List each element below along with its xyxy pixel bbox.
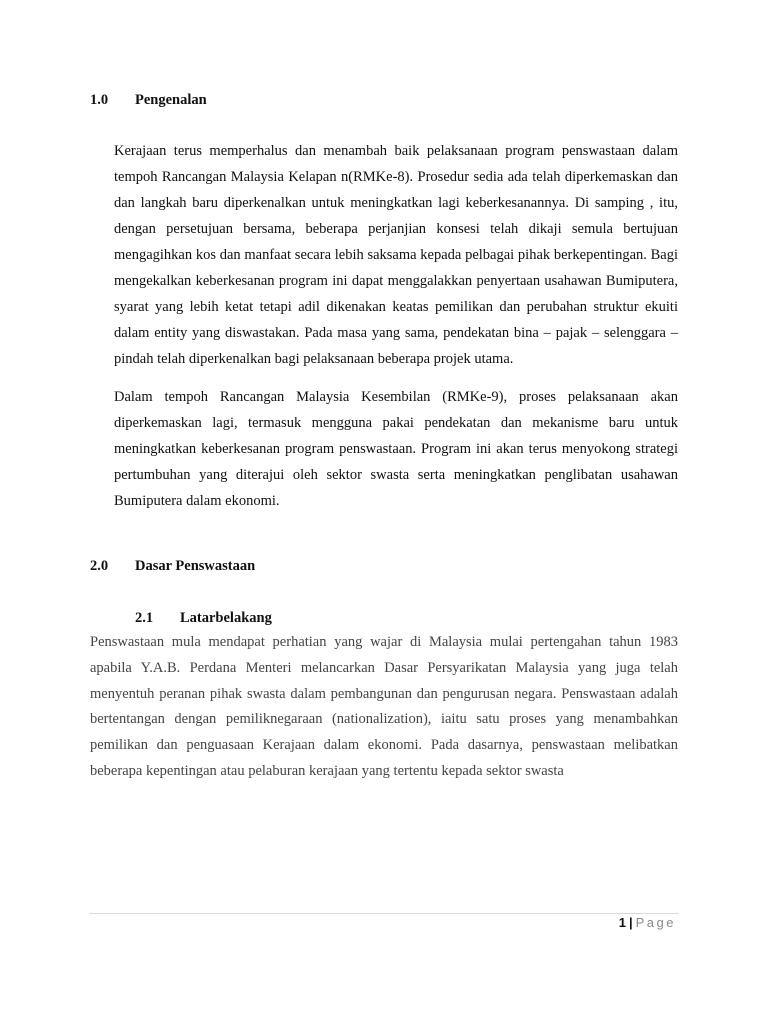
page-label: Page	[635, 915, 676, 930]
section-1-heading	[90, 91, 207, 109]
subsection-2-1-number: 2.1	[135, 610, 154, 626]
section-1-number: 1.0	[90, 92, 109, 108]
section-2-heading	[90, 557, 256, 575]
footer-separator: |	[628, 915, 633, 930]
section-1-paragraph-2: Dalam tempoh Rancangan Malaysia Kesembilan (RMKe-9), proses pelaksanaan akan diperkemaskan lagi, termasuk mengguna pakai pendekatan dan mekanisme baru untuk meningkatkan keberkesanan program penswastaan. Program ini akan terus menyokong strategi pertumbuhan yang diterajui oleh sektor swasta serta meningkatkan penglibatan usahawan Bumiputera dalam ekonomi.	[114, 389, 678, 509]
section-2-title: Dasar Penswastaan	[135, 558, 256, 574]
page-footer	[619, 915, 676, 930]
section-1-title: Pengenalan	[135, 92, 207, 108]
subsection-2-1-paragraph: Penswastaan mula mendapat perhatian yang wajar di Malaysia mulai pertengahan tahun 1983 apabila Y.A.B. Perdana Menteri melancarkan Dasar Persyarikatan Malaysia yang juga telah menyentuh peranan pihak swasta dalam pembangunan dan pengurusan negara. Penswastaan adalah bertentangan dengan pemiliknegaraan (nationalization), iaitu satu proses yang menambahkan pemilikan dan penguasaan Kerajaan dalam ekonomi. Pada dasarnya, penswastaan melibatkan beberapa kepentingan atau pelaburan kerajaan yang tertentu kepada sektor swasta	[90, 634, 678, 779]
section-2-number: 2.0	[90, 558, 109, 574]
footer-divider	[90, 913, 678, 914]
section-1-paragraph-1: Kerajaan terus memperhalus dan menambah baik pelaksanaan program penswastaan dalam tempoh Rancangan Malaysia Kelapan n(RMKe-8). Prosedur sedia ada telah diperkemaskan dan dan langkah baru diperkenalkan untuk meningkatkan lagi keberkesanannya. Di samping , itu, dengan persetujuan bersama, beberapa perjanjian konsesi telah dikaji semula bertujuan mengagihkan kos dan manfaat secara lebih saksama kepada pelbagai pihak berkepentingan. Bagi mengekalkan keberkesanan program ini dapat menggalakkan penyertaan usahawan Bumiputera, syarat yang lebih ketat tetapi adil dikenakan keatas pemilikan dan perubahan struktur ekuiti dalam entity yang diswastakan. Pada masa yang sama, pendekatan bina – pajak – selenggara – pindah telah diperkenalkan bagi pelaksanaan beberapa projek utama.	[114, 143, 678, 367]
subsection-2-1-title: Latarbelakang	[180, 610, 272, 626]
page-number: 1	[618, 915, 626, 930]
subsection-2-1-heading	[135, 609, 272, 627]
